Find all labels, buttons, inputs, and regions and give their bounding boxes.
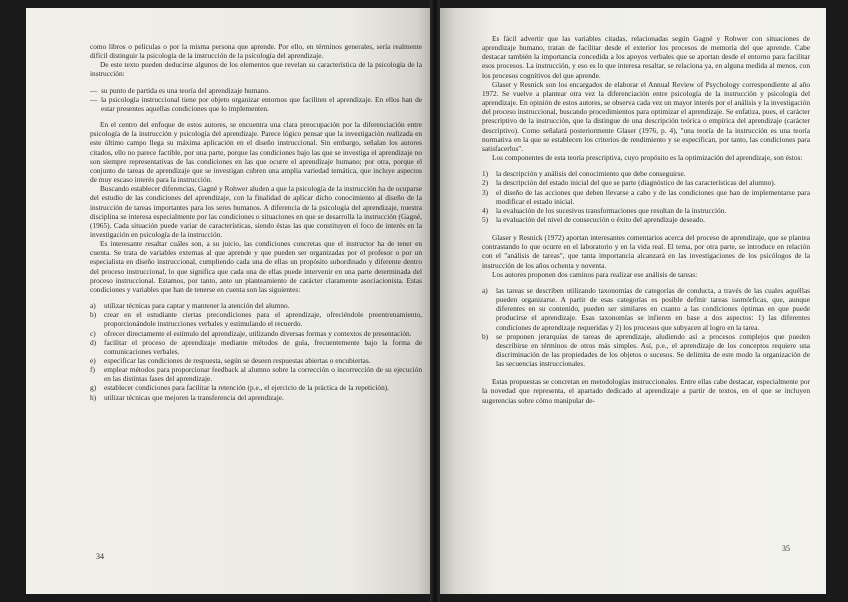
list-item: h) utilizar técnicas que mejoren la transferencia del aprendizaje. — [90, 392, 284, 402]
left-paragraph-3: En el centro del enfoque de estos autores, se encuentra una clara preocupación por la diferenciación entre psicología de la instrucción y psicología del aprendizaje. Parece lógico pensar que la investigación realizada en este último campo llega su máxima aplicación en el diseño instruccional. Sin embargo, señalan los autores citados, ello no parece factible, por una parte, porque las condiciones bajo las que se investiga el aprendizaje no son siempre representativas de las condiciones en las que ocurre el aprendizaje humano; por otra, porque el conjunto de tareas de aprendizaje que se investigan cubren una amplia variedad temática, que incluye aspectos de muy escaso interés para la instrucción. — [90, 120, 422, 185]
list-item: a) las tareas se describen utilizando taxonomías de categorías de conducta, a través de las cuales aquéllas pueden organizarse. A partir de esas categorías es posible definir tareas isomórficas, que, aunque diferentes en su contenido, pueden ser similares en cuanto a las condiciones óptimas en que puede producirse el aprendizaje. Esas taxonomías se infieren en base a dos aspectos: 1) las diferentes condiciones de aprendizaje requeridas y 2) los procesos que subyacen al logro en la tarea. — [482, 285, 810, 332]
list-item: — la psicología instruccional tiene por objeto organizar entornos que faciliten el aprendizaje. En ellos han de estar presentes aquellas condiciones que lo implementen. — [90, 95, 422, 113]
right-lettered-list — [482, 286, 810, 368]
list-item: c) ofrecer directamente el estímulo del aprendizaje, utilizando diversas formas y contextos de presentación. — [90, 328, 412, 338]
left-page — [26, 8, 430, 594]
list-item: g) establecer condiciones para facilitar la retención (p.e., el ejercicio de la práctica de la repetición). — [90, 383, 390, 393]
right-paragraph-2: Glaser y Resnick son los encargados de elaborar el Annual Review of Psychology correspondiente al año 1972. Se vuelve a plantear otra vez la diferenciación entre psicología de la instrucción y psicología del aprendizaje. En opinión de estos autores, se observa cada vez un mayor interés por el análisis y la investigación del proceso instruccional, buscando procedimientos para optimizar el aprendizaje. Se enfatiza, pues, el carácter prescriptivo de la instrucción, que la distingue de una descripción teórica o empírica del aprendizaje (carácter descriptivo). Como señalará posteriormente Glaser (1976, p. 4), "una teoría de la instrucción es una teoría normativa en la que se establecen los criterios de rendimiento y se especifican, por tanto, las condiciones para satisfacerlos". — [482, 79, 810, 153]
list-item: 5) la evaluación del nivel de consecución o éxito del aprendizaje deseado. — [482, 214, 706, 224]
right-paragraph-1: Es fácil advertir que las variables citadas, relacionadas según Gagné y Rohwer con situaciones de aprendizaje humano, tratan de facilitar desde el exterior los procesos de memoria del que aprende. Cabe destacar también la importancia concedida a los apoyos verbales que se aportan desde el entorno para facilitar esos procesos. La instrucción, y eso es lo que interesa resaltar, se relaciona ya, en alguna medida al menos, con los procesos cognitivos del que aprende. — [482, 34, 810, 80]
list-item: 1) la descripción y análisis del conocimiento que debe conseguirse. — [482, 169, 686, 179]
list-item: — su punto de partida es una teoría del aprendizaje humano. — [90, 86, 422, 95]
left-dash-list — [90, 86, 422, 113]
right-page-body — [482, 34, 810, 405]
right-page-number: 35 — [782, 544, 790, 553]
list-item: b) se proponen jerarquías de tareas de aprendizaje, aludiendo así a procesos complejos que pueden describirse en términos de otros más simples. Así, p.e., el aprendizaje de los conceptos requiere una discriminación de las propiedades de los objetos o sucesos. Se delimita de este modo la organización de las secuencias instruccionales. — [482, 331, 810, 369]
right-paragraph-6: Estas propuestas se concretan en metodologías instruccionales. Entre ellas cabe destacar, especialmente por la novedad que representa, el apartado dedicado al aprendizaje a partir de textos, en el que se incluyen sugerencias sobre cómo manipular de- — [482, 377, 810, 405]
book-gutter — [430, 0, 440, 602]
right-numbered-list — [482, 169, 810, 224]
left-paragraph-1: como libros o películas o por la misma persona que aprende. Por ello, en términos generales, sería realmente difícil distinguir la psicología de la instrucción de la psicología del aprendizaje. — [90, 42, 422, 61]
right-paragraph-3: Los componentes de esta teoría prescriptiva, cuyo propósito es la optimización del aprendizaje, son éstos: — [492, 153, 803, 163]
right-page — [440, 8, 826, 594]
right-paragraph-4: Glaser y Resnick (1972) aportan interesantes comentarios acerca del proceso de aprendizaje, que se plantea contrastando lo que ocurre en el laboratorio y en la vida real. El tema, por otra parte, se introduce en relación con el "análisis de tareas", que tanta importancia alcanzará en las investigaciones de los psicólogos de la instrucción de los años ochenta y noventa. — [482, 233, 810, 270]
list-item: b) crear en el estudiante ciertas precondiciones para el aprendizaje, ofreciéndole preentrenamiento, proporcionándole instrucciones verbales y estimulando el recuerdo. — [90, 310, 422, 329]
list-item: e) especificar las condiciones de respuesta, según se deseen respuestas abiertas o encubiertas. — [90, 356, 371, 365]
list-item: a) utilizar técnicas para captar y mantener la atención del alumno. — [90, 301, 290, 311]
left-page-number: 34 — [96, 552, 104, 561]
left-page-body — [90, 42, 422, 402]
list-item: 2) la descripción del estado inicial del que se parte (diagnóstico de las características del alumno). — [482, 178, 776, 188]
list-item: f) emplear métodos para proporcionar feedback al alumno sobre la corrección o incorrección de su ejecución en las distintas fases del aprendizaje. — [90, 365, 422, 384]
list-item: 3) el diseño de las acciones que deben llevarse a cabo y de las condiciones que han de implementarse para modificar el estado inicial. — [482, 187, 810, 206]
left-lettered-list — [90, 301, 422, 402]
left-paragraph-4: Buscando establecer diferencias, Gagné y Rohwer aluden a que la psicología de la instrucción ha de ocuparse del estudio de las condiciones del aprendizaje, con la finalidad de aplicar dicho conocimiento al diseño de la instrucción de tareas importantes para los seres humanos. A diferencia de la psicología del aprendizaje, nuestra disciplina se interesa especialmente por las condiciones o situaciones en que se desarrolla la instrucción (Gagné, (1965). Cada situación puede variar de características, siendo éstas las que constituyen el foco de interés en la investigación en psicología de la instrucción. — [90, 184, 422, 239]
right-paragraph-5: Los autores proponen dos caminos para realizar ese análisis de tareas: — [492, 269, 698, 279]
left-paragraph-5: Es interesante resaltar cuáles son, a su juicio, las condiciones concretas que el instructor ha de tener en cuenta. Se trata de variables externas al que aprende y que pueden ser organizadas por el profesor o por un especialista en diseño instruccional, cumpliendo cada una de ellas un propósito subordinado y diferente dentro del proceso instruccional, lo que significa que cada una de ellas puede intervenir en una parte determinada del proceso instruccional. Estamos, por tanto, ante un planteamiento de carácter claramente asociacionista. Estas condiciones y variables que han de tenerse en cuenta son las siguientes: — [90, 239, 422, 294]
list-item: d) facilitar el proceso de aprendizaje mediante métodos de guía, frecuentemente bajo la forma de comunicaciones verbales. — [90, 337, 422, 356]
list-item: 4) la evaluación de los sucesivos transformaciones que resultan de la instrucción. — [482, 205, 727, 215]
left-paragraph-2: De este texto pueden deducirse algunos de los elementos que revelan su característica de la psicología de la instrucción: — [90, 60, 422, 79]
